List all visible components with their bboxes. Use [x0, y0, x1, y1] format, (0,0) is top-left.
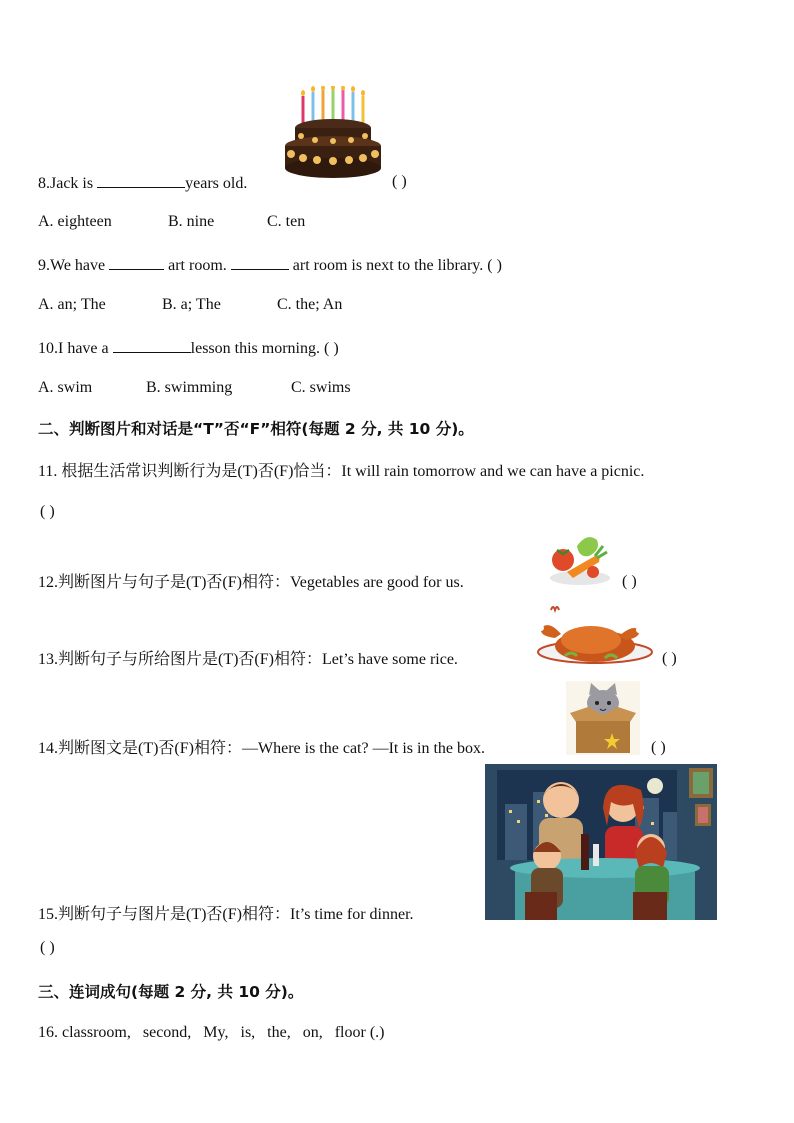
- q10-answer-paren[interactable]: ( ): [323, 340, 339, 357]
- q9-option-b[interactable]: B. a; The: [162, 296, 221, 313]
- q10-option-b[interactable]: B. swimming: [146, 379, 233, 396]
- q13-answer-paren[interactable]: ( ): [662, 650, 677, 667]
- q9-suffix: art room is next to the library.: [288, 257, 484, 274]
- question-16: 16. classroom, second, My, is, the, on, floor (.): [38, 1024, 385, 1041]
- family-dinner-image: [485, 764, 717, 920]
- question-8: [38, 172, 247, 194]
- question-15: 15.判断句子与图片是(T)否(F)相符：It’s time for dinner.: [38, 906, 414, 923]
- q10-option-c[interactable]: C. swims: [291, 379, 351, 396]
- q8-blank[interactable]: [97, 172, 185, 188]
- q8-options: [38, 212, 305, 232]
- q9-blank-1[interactable]: [109, 254, 164, 270]
- roast-turkey-image: [535, 600, 655, 666]
- question-10: [38, 337, 339, 359]
- q9-option-a[interactable]: A. an; The: [38, 296, 106, 313]
- question-12: 12.判断图片与句子是(T)否(F)相符：Vegetables are good for us.: [38, 574, 464, 591]
- q8-option-a[interactable]: A. eighteen: [38, 213, 112, 230]
- question-11: 11. 根据生活常识判断行为是(T)否(F)恰当：It will rain tomorrow and we can have a picnic.: [38, 463, 645, 480]
- question-13: 13.判断句子与所给图片是(T)否(F)相符：Let’s have some rice.: [38, 651, 458, 668]
- birthday-cake-image: [283, 86, 383, 182]
- q8-suffix: years old.: [185, 175, 248, 192]
- q8-answer-paren[interactable]: ( ): [392, 173, 407, 190]
- q10-options: [38, 378, 351, 398]
- q8-option-b[interactable]: B. nine: [168, 213, 215, 230]
- q9-prefix: 9.We have: [38, 257, 110, 274]
- q10-suffix: lesson this morning.: [190, 340, 320, 357]
- section-2-heading: 二、判断图片和对话是“T”否“F”相符(每题 2 分, 共 10 分)。: [38, 420, 474, 438]
- section-3-heading: 三、连词成句(每题 2 分, 共 10 分)。: [38, 983, 304, 1001]
- vegetables-image: [545, 532, 615, 588]
- q15-answer-paren[interactable]: ( ): [40, 939, 55, 956]
- q8-prefix: 8.Jack is: [38, 175, 98, 192]
- q8-option-c[interactable]: C. ten: [267, 213, 306, 230]
- q9-options: [38, 295, 342, 315]
- q9-answer-paren[interactable]: ( ): [487, 257, 502, 274]
- question-9: [38, 254, 502, 276]
- q9-blank-2[interactable]: [231, 254, 289, 270]
- question-14: 14.判断图文是(T)否(F)相符：—Where is the cat? —It is in the box.: [38, 740, 486, 757]
- q10-prefix: 10.I have a: [38, 340, 113, 357]
- q10-option-a[interactable]: A. swim: [38, 379, 93, 396]
- q9-option-c[interactable]: C. the; An: [277, 296, 343, 313]
- q12-answer-paren[interactable]: ( ): [622, 573, 637, 590]
- q10-blank[interactable]: [113, 337, 191, 353]
- q11-answer-paren[interactable]: ( ): [40, 503, 55, 520]
- cat-in-box-image: [566, 681, 640, 755]
- q14-answer-paren[interactable]: ( ): [651, 739, 666, 756]
- q9-mid: art room.: [164, 257, 231, 274]
